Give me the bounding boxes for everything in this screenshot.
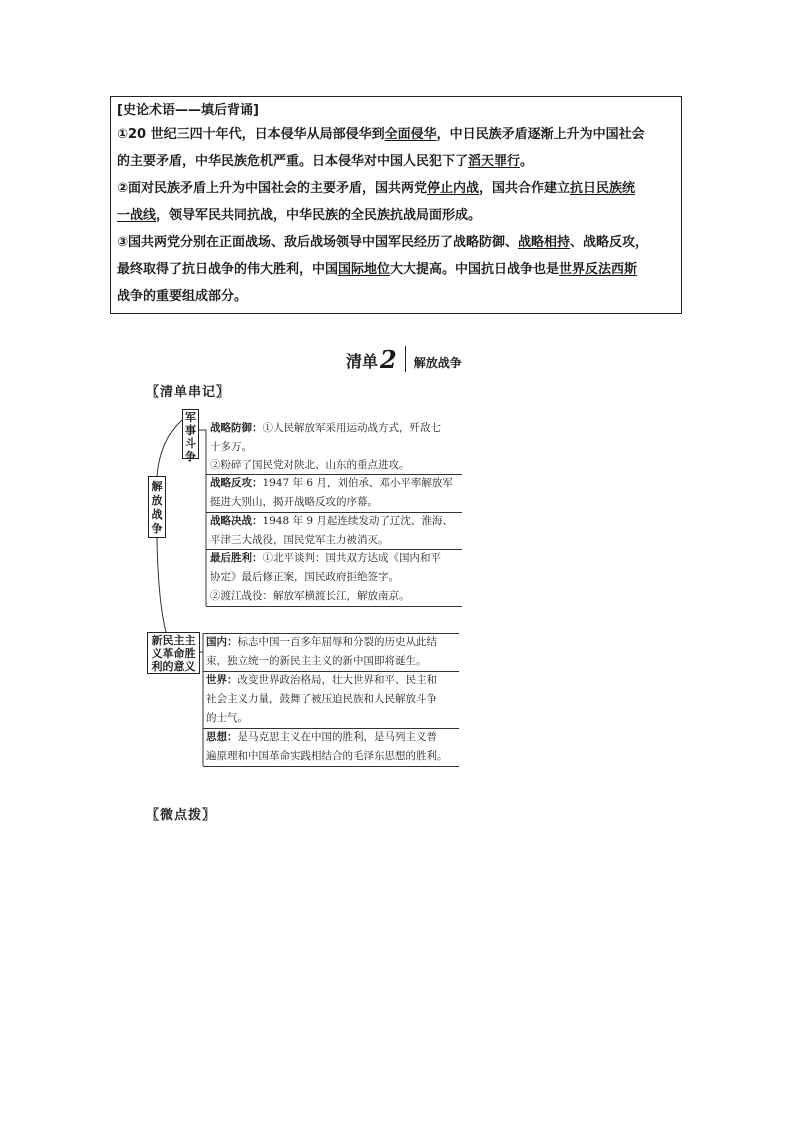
term-text: 最终取得了抗日战争的伟大胜利，中国 [117,262,339,277]
terms-title: [史论术语——填后背诵] [117,103,259,118]
term-text: 、战略反攻， [570,235,649,250]
connector-significance-entries [200,633,203,766]
term-text: ，中日民族矛盾逐渐上升为中国社会 [436,127,645,142]
term-blank-answer: 一战线 [117,208,157,223]
term-blank-answer: 全面侵华 [384,127,437,142]
term-blank-answer: 世界反法西斯 [559,262,638,277]
term-text: ③国共两党分别在正面战场、敌后战场领导中国军民经历了战略防御、 [117,235,519,250]
entry-line: 遍原理和中国革命实践相结合的毛泽东思想的胜利。 [206,750,448,762]
term-text: 战争的重要组成部分。 [117,289,248,304]
section-label: 清单 [346,352,379,371]
liberation-war-box [148,476,166,538]
entry-line: 协定》最后修正案，国民政府拒绝签字。 [210,571,399,583]
entry-line: ②粉碎了国民党对陕北、山东的重点进攻。 [210,459,410,471]
entry-line: ②渡江战役：解放军横渡长江，解放南京。 [210,590,410,602]
term-text: 大大提高。中国抗日战争也是 [390,262,560,277]
entry-line: 平津三大战役，国民党军主力被消灭。 [210,534,389,546]
connector-war-significance [157,538,166,632]
military-struggle-box [182,409,199,463]
term-blank-answer: 抗日民族统 [570,181,636,196]
entry-line: 国内：标志中国一百多年屈辱和分裂的历史从此结 [206,636,437,648]
tips-label: 〖微点拨〗 [146,808,217,823]
entry-yangtze-crossing [210,587,410,606]
checklist-label: 〖清单串记〗 [146,385,231,400]
entry-domestic [206,633,437,671]
entry-ideology [206,728,448,766]
entry-line: 社会主义力量，鼓舞了被压迫民族和人民解放斗争 [206,693,437,705]
entry-line: 战略反攻：1947 年 6 月，刘伯承、邓小平率解放军 [210,477,453,489]
connector-war-military [157,420,182,476]
section-number: 2 [380,345,397,374]
liberation-war-label: 解放战争 [151,480,163,535]
term-blank-answer: 战略相持 [518,235,571,250]
military-struggle-label: 军事斗争 [185,411,196,463]
entry-line: 思想：是马克思主义在中国的胜利，是马列主义普 [206,731,437,743]
entry-strategic-decisive [210,512,453,550]
entry-line: 挺进大别山，揭开战略反攻的序幕。 [210,496,378,508]
term-text: 的主要矛盾，中华民族危机严重。日本侵华对中国人民犯下了 [117,154,469,169]
entry-strategic-defense [210,419,441,457]
term-text: ①20 世纪三四十年代，日本侵华从局部侵华到 [117,127,385,142]
term-blank-answer: 停止内战 [427,181,480,196]
entry-line: 战略防御：①人民解放军采用运动战方式，歼敌七 [210,422,441,434]
entry-line: 束，独立统一的新民主主义的新中国即将诞生。 [206,655,427,667]
connector-military-entries [199,430,206,606]
term-text: 。 [520,154,534,169]
term-blank-answer: 国际地位 [338,262,391,277]
entry-defense-2 [210,456,410,475]
term-text: ，国共合作建立 [479,181,571,196]
term-text: ，领导军民共同抗战，中华民族的全民族抗战局面形成。 [156,208,482,223]
section-subtitle: 解放战争 [413,356,462,370]
entry-line: 世界：改变世界政治格局，壮大世界和平、民主和 [206,674,437,686]
entry-strategic-offensive [210,474,453,512]
entry-rule [206,606,462,607]
significance-label: 新民主主义革命胜利的意义 [151,634,196,673]
entry-world [206,671,437,728]
entry-rule [203,766,459,767]
entry-line: 战略决战：1948 年 9 月起连续发动了辽沈、淮海、 [210,515,453,527]
entry-final-victory [210,549,441,587]
significance-box [147,632,200,674]
entry-line: 的士气。 [206,712,248,724]
term-blank-answer: 滔天罪行 [468,154,521,169]
entry-line: 十多万。 [210,441,252,453]
term-text: ②面对民族矛盾上升为中国社会的主要矛盾，国共两党 [117,181,428,196]
entry-line: 最后胜利：①北平谈判：国共双方达成《国内和平 [210,552,441,564]
